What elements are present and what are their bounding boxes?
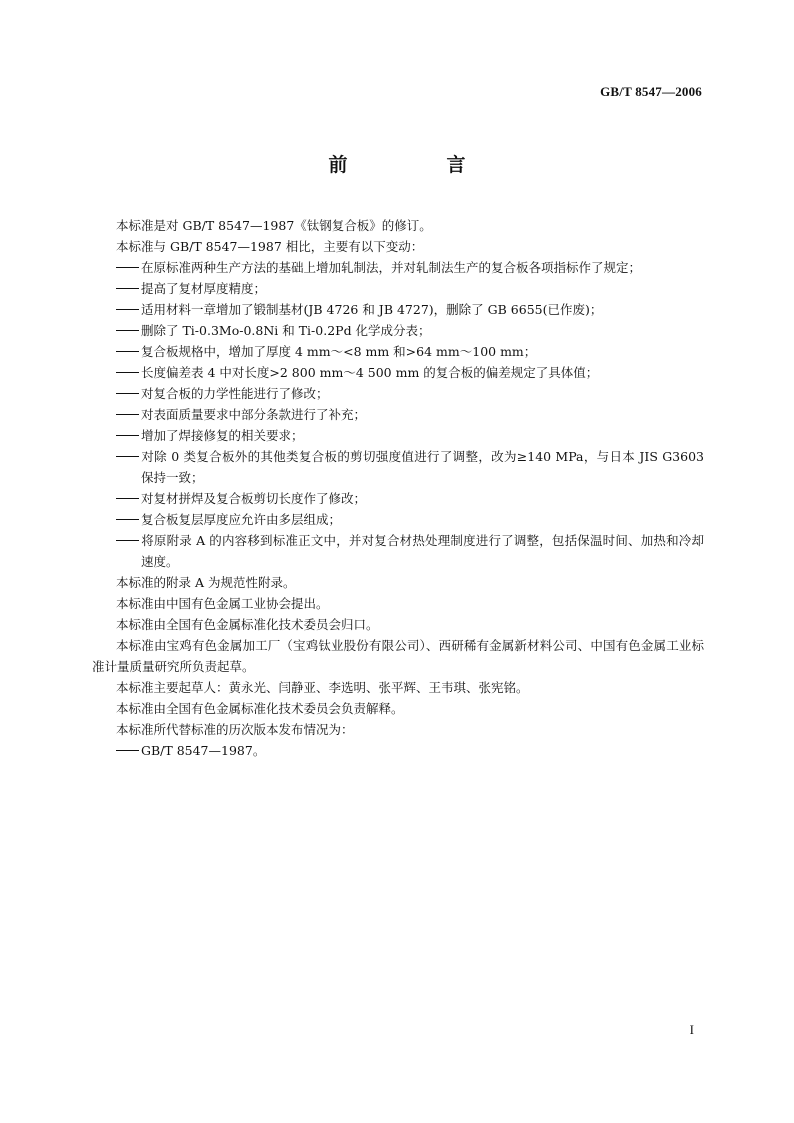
dash-bullet [116,498,141,499]
change-item: 将原附录 A 的内容移到标准正文中，并对复合材热处理制度进行了调整，包括保温时间、加热和冷却速度。 [92,530,704,572]
change-item: 在原标准两种生产方法的基础上增加轧制法，并对轧制法生产的复合板各项指标作了规定； [92,257,704,278]
change-item: 删除了 Ti-0.3Mo-0.8Ni 和 Ti-0.2Pd 化学成分表； [92,320,704,341]
intro-paragraph: 本标准是对 GB/T 8547—1987《钛钢复合板》的修订。 [116,218,432,233]
statement-paragraph: 本标准由全国有色金属标准化技术委员会负责解释。 [116,701,404,716]
dash-bullet [116,519,141,520]
change-item: 增加了焊接修复的相关要求； [92,425,704,446]
dash-bullet [116,330,141,331]
dash-bullet [116,540,141,541]
change-item: 对复材拼焊及复合板剪切长度作了修改； [92,488,704,509]
statement-paragraph: 本标准的附录 A 为规范性附录。 [116,575,296,590]
statement-paragraph: 本标准由中国有色金属工业协会提出。 [116,596,329,611]
statement-paragraph: 本标准主要起草人：黄永光、闫静亚、李选明、张平辉、王韦琪、张宪铭。 [116,680,529,695]
foreword-body [92,215,704,761]
change-item: 提高了复材厚度精度； [92,278,704,299]
change-item: 对表面质量要求中部分条款进行了补充； [92,404,704,425]
statement-paragraph: 本标准由宝鸡有色金属加工厂（宝鸡钛业股份有限公司）、西研稀有金属新材料公司、中国有色金属工业标准计量质量研究所负责起草。 [92,638,704,674]
dash-bullet [116,288,141,289]
change-item: 复合板规格中，增加了厚度 4 mm～<8 mm 和>64 mm～100 mm； [92,341,704,362]
dash-bullet [116,351,141,352]
change-item: 长度偏差表 4 中对长度>2 800 mm～4 500 mm 的复合板的偏差规定了具体值； [92,362,704,383]
dash-bullet [116,267,141,268]
dash-bullet [116,456,141,457]
intro-paragraph: 本标准与 GB/T 8547—1987 相比，主要有以下变动： [116,239,424,254]
statement-paragraph: 本标准所代替标准的历次版本发布情况为： [116,722,354,737]
dash-bullet [116,393,141,394]
dash-bullet [116,309,141,310]
page-title: 前 言 [328,154,506,176]
statement-paragraph: 本标准由全国有色金属标准化技术委员会归口。 [116,617,379,632]
dash-bullet [116,750,141,751]
dash-bullet [116,414,141,415]
dash-bullet [116,372,141,373]
standard-code: GB/T 8547—2006 [600,84,702,99]
dash-bullet [116,435,141,436]
change-item: 对复合板的力学性能进行了修改； [92,383,704,404]
change-item: 适用材料一章增加了锻制基材(JB 4726 和 JB 4727)，删除了 GB 6655(已作废)； [92,299,704,320]
change-item: 对除 0 类复合板外的其他类复合板的剪切强度值进行了调整，改为≥140 MPa，与日本 JIS G3603 保持一致； [92,446,704,488]
change-item: 复合板复层厚度应允许由多层组成； [92,509,704,530]
page-number: I [689,1022,694,1037]
history-item: GB/T 8547—1987。 [92,740,704,761]
